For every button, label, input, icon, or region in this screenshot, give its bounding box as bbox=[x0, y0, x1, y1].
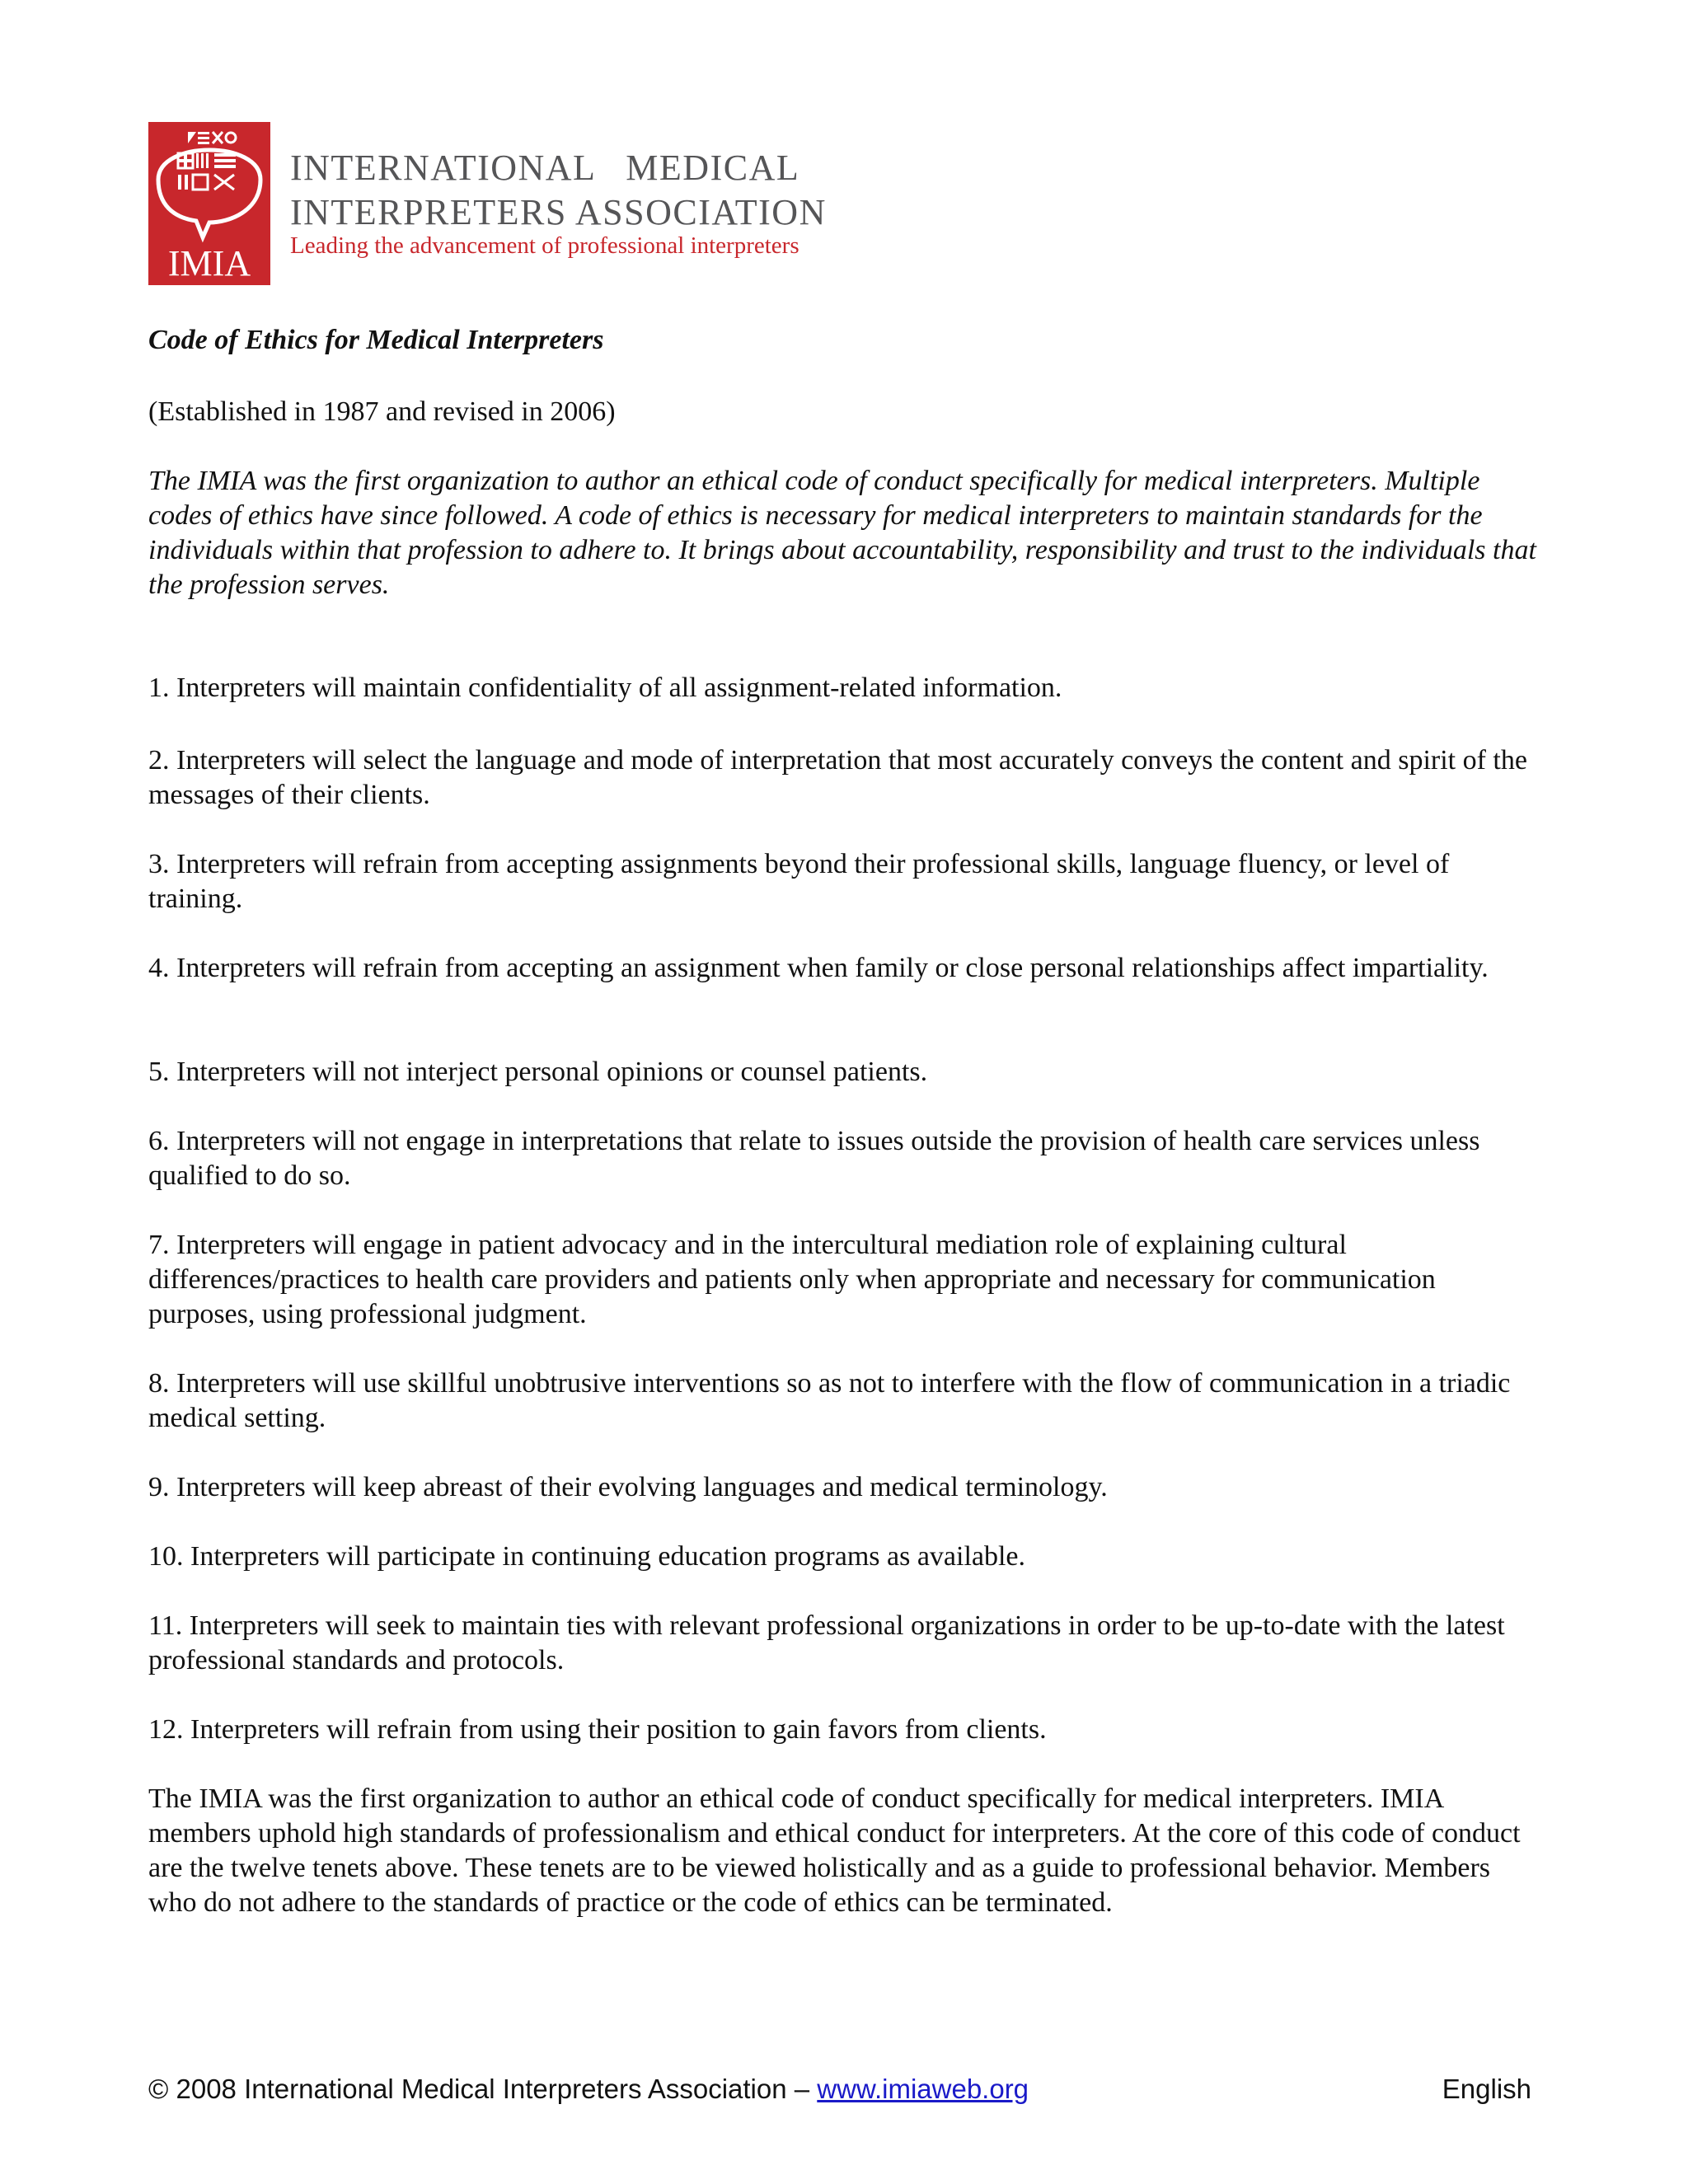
website-link[interactable]: www.imiaweb.org bbox=[817, 2074, 1029, 2104]
closing-paragraph: The IMIA was the first organization to author an ethical code of conduct specifically for medical interpreters. IMIA members uphold high standards of professionalism and ethical conduct for interpreters. At the core of this code of conduct are the twelve tenets above. These tenets are to be viewed holistically and as a guide to professional behavior. Members who do not adhere to the standards of practice or the code of ethics can be terminated. bbox=[148, 1783, 1521, 1918]
imia-badge-icon bbox=[148, 122, 270, 285]
intro-paragraph: The IMIA was the first organization to author an ethical code of conduct specifically for medical interpreters. Multiple codes of ethics have since followed. A code of ethics is necessary for medical interpreters to maintain standards for the individuals within that profession to adhere to. It brings about accountability, responsibility and trust to the individuals that the profession serves. bbox=[148, 466, 1536, 600]
established-note: (Established in 1987 and revised in 2006) bbox=[148, 396, 616, 427]
tenet-item: 6. Interpreters will not engage in interpretations that relate to issues outside the provision of health care services unless qualified to do so. bbox=[148, 1126, 1480, 1191]
tenet-item: 2. Interpreters will select the language and mode of interpretation that most accurately conveys the content and spirit of the messages of their clients. bbox=[148, 745, 1527, 810]
footer-language: English bbox=[1442, 2074, 1531, 2104]
footer-copyright bbox=[148, 2073, 1029, 2106]
tenet-item: 5. Interpreters will not interject personal opinions or counsel patients. bbox=[148, 1057, 928, 1087]
org-tagline: Leading the advancement of professional interpreters bbox=[290, 232, 799, 259]
tenet-item: 10. Interpreters will participate in continuing education programs as available. bbox=[148, 1541, 1026, 1572]
tenet-item: 8. Interpreters will use skillful unobtrusive interventions so as not to interfere with the flow of communication in a triadic medical setting. bbox=[148, 1368, 1511, 1433]
imia-logo bbox=[148, 122, 890, 287]
org-name-line2: INTERPRETERS ASSOCIATION bbox=[290, 192, 827, 232]
tenet-item: 1. Interpreters will maintain confidentiality of all assignment-related information. bbox=[148, 673, 1062, 703]
copyright-text: © 2008 International Medical Interpreters Association – bbox=[148, 2074, 818, 2104]
tenet-item: 7. Interpreters will engage in patient advocacy and in the intercultural mediation role of explaining cultural differences/practices to health care providers and patients only when appropriate and necessary for communication purposes, using professional judgment. bbox=[148, 1230, 1436, 1329]
page-title: Code of Ethics for Medical Interpreters bbox=[148, 325, 604, 355]
tenet-item: 11. Interpreters will seek to maintain ties with relevant professional organizations in order to be up-to-date with the latest professional standards and protocols. bbox=[148, 1610, 1505, 1675]
tenet-item: 3. Interpreters will refrain from accepting assignments beyond their professional skills, language fluency, or level of training. bbox=[148, 849, 1450, 914]
org-name-line1: INTERNATIONAL MEDICAL bbox=[290, 148, 800, 188]
tenet-item: 9. Interpreters will keep abreast of their evolving languages and medical terminology. bbox=[148, 1472, 1108, 1502]
tenet-item: 12. Interpreters will refrain from using their position to gain favors from clients. bbox=[148, 1714, 1047, 1745]
badge-text: IMIA bbox=[167, 243, 251, 284]
tenet-item: 4. Interpreters will refrain from accepting an assignment when family or close personal relationships affect impartiality. bbox=[148, 953, 1489, 983]
